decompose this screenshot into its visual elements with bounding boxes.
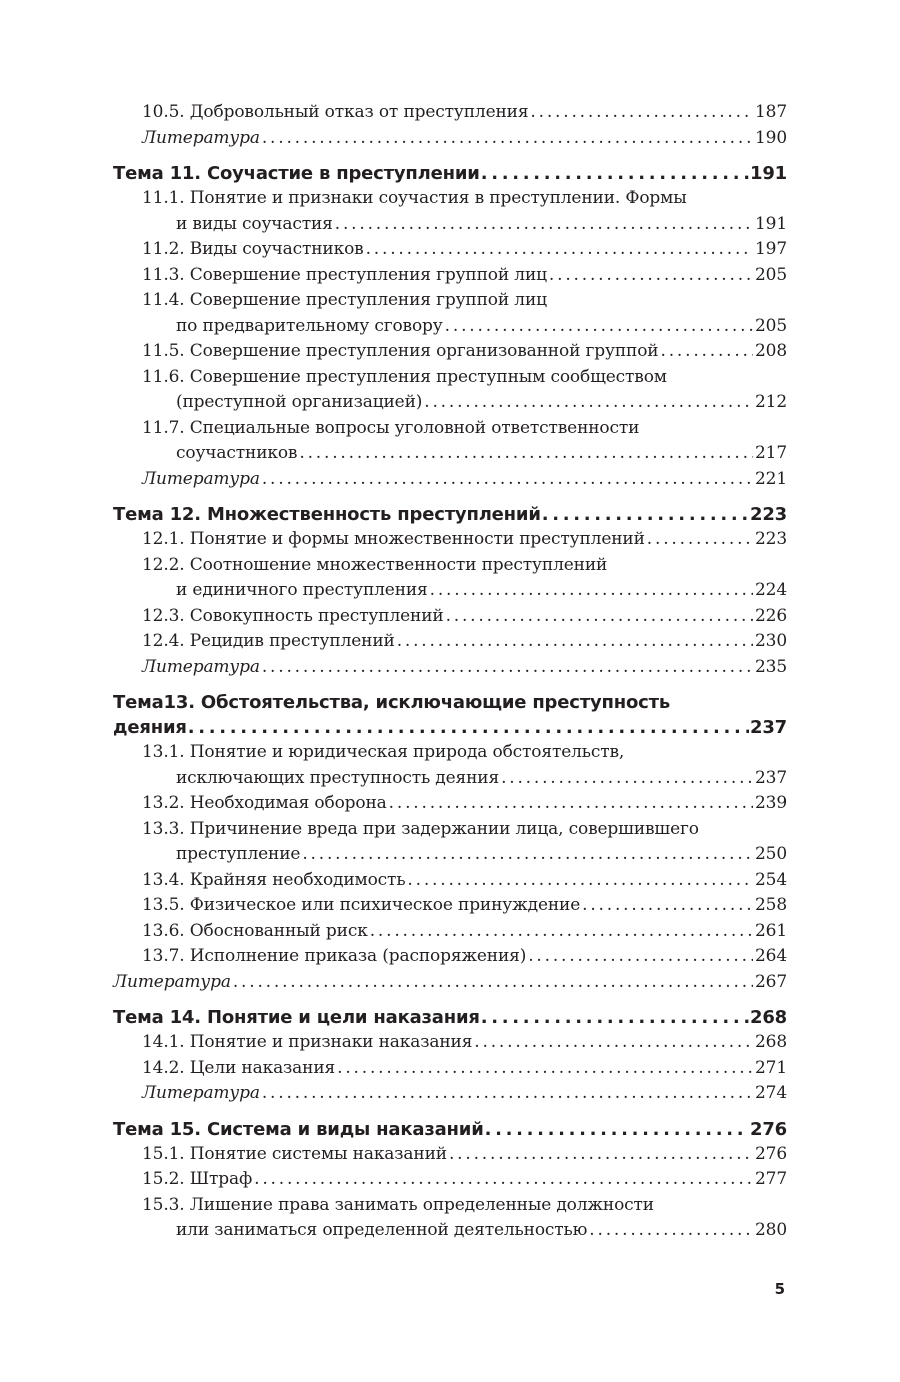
leader-dots <box>233 970 753 996</box>
leader-dots <box>481 161 749 186</box>
leader-dots <box>299 441 753 467</box>
entry-page: 197 <box>755 239 787 259</box>
toc-entry-13-2 <box>113 791 787 817</box>
entry-page: 205 <box>755 264 787 285</box>
topic-page: 276 <box>750 1118 787 1140</box>
entry-title-line2: соучастников <box>176 443 298 463</box>
entry-page: 190 <box>755 127 787 148</box>
toc-entry-13-1 <box>113 740 787 791</box>
toc-entry-11-4 <box>113 288 787 339</box>
entry-title: Литература <box>142 1083 260 1103</box>
topic-title: Тема 12. Множественность преступлений <box>113 504 541 525</box>
entry-page: 276 <box>755 1143 787 1164</box>
toc-entry-13-3 <box>113 817 787 868</box>
toc-topic-15 <box>113 1117 787 1142</box>
leader-dots <box>647 527 753 553</box>
entry-title-line1: 15.3. Лишение права занимать определенные должности <box>142 1194 654 1215</box>
toc-topic-14 <box>113 1005 787 1030</box>
leader-dots <box>262 1081 753 1107</box>
toc-topic-13 <box>113 715 787 740</box>
entry-title: 11.2. Виды соучастников <box>142 239 364 259</box>
entry-title-line2: или заниматься определенной деятельностью <box>176 1220 588 1240</box>
entry-page: 221 <box>755 468 787 489</box>
entry-title: 14.1. Понятие и признаки наказания <box>142 1032 473 1052</box>
toc-literature-11 <box>113 467 787 493</box>
toc-topic-13-line1: Тема13. Обстоятельства, исключающие преступность <box>113 692 671 713</box>
entry-title-line1: 12.2. Соотношение множественности преступлений <box>142 554 608 575</box>
leader-dots <box>445 314 753 340</box>
entry-page: 208 <box>755 341 787 361</box>
entry-page: 280 <box>755 1220 787 1240</box>
leader-dots <box>389 791 753 817</box>
entry-page: 254 <box>755 869 787 890</box>
entry-title: 13.5. Физическое или психическое принуждение <box>142 895 581 915</box>
leader-dots <box>366 237 753 263</box>
toc-entry-11-2 <box>113 237 787 263</box>
entry-title: 15.1. Понятие системы наказаний <box>142 1143 447 1164</box>
entry-page: 239 <box>755 793 787 813</box>
entry-title: 10.5. Добровольный отказ от преступления <box>142 102 529 122</box>
toc-entry-11-5 <box>113 339 787 365</box>
entry-title-line1: 13.1. Понятие и юридическая природа обстоятельств, <box>142 742 625 762</box>
leader-dots <box>474 1030 753 1056</box>
toc-entry-15-1 <box>113 1142 787 1168</box>
leader-dots <box>262 655 753 681</box>
toc-entry-12-4 <box>113 629 787 655</box>
entry-title: 13.2. Необходимая оборона <box>142 793 387 813</box>
topic-title: Тема 11. Соучастие в преступлении <box>113 163 480 184</box>
entry-page: 230 <box>755 631 787 651</box>
entry-title: Литература <box>142 127 260 148</box>
toc-entry-15-3 <box>113 1193 787 1244</box>
entry-title: 12.4. Рецидив преступлений <box>142 631 395 651</box>
leader-dots <box>530 100 753 126</box>
entry-page: 205 <box>755 315 787 336</box>
leader-dots <box>582 893 753 919</box>
topic-page: 237 <box>750 717 787 738</box>
toc-entry-12-1 <box>113 527 787 553</box>
entry-page: 191 <box>755 213 787 234</box>
toc-entry-12-3 <box>113 604 787 630</box>
entry-title: 13.4. Крайняя необходимость <box>142 869 406 890</box>
leader-dots <box>542 502 749 527</box>
topic-title: Тема 15. Система и виды наказаний <box>113 1118 484 1140</box>
entry-page: 226 <box>755 605 787 626</box>
toc-entry-10-5 <box>113 100 787 126</box>
leader-dots <box>549 263 753 289</box>
entry-title: 15.2. Штраф <box>142 1169 253 1189</box>
leader-dots <box>430 578 753 604</box>
leader-dots <box>528 944 753 970</box>
leader-dots <box>485 1117 749 1142</box>
entry-page: 224 <box>755 580 787 600</box>
toc-entry-14-1 <box>113 1030 787 1056</box>
entry-title: 13.7. Исполнение приказа (распоряжения) <box>142 946 527 966</box>
entry-page: 212 <box>755 392 787 412</box>
entry-page: 274 <box>755 1083 787 1103</box>
entry-page: 271 <box>755 1057 787 1078</box>
leader-dots <box>262 467 753 493</box>
topic-page: 223 <box>750 504 787 525</box>
leader-dots <box>589 1218 753 1244</box>
toc-entry-12-2 <box>113 553 787 604</box>
entry-title-line1: 13.3. Причинение вреда при задержании лица, совершившего <box>142 818 699 839</box>
toc-literature-14 <box>113 1081 787 1107</box>
entry-title-line2: по предварительному сговору <box>176 315 443 336</box>
entry-title: 13.6. Обоснованный риск <box>142 920 368 941</box>
toc-literature-12 <box>113 655 787 681</box>
entry-title-line1: 11.1. Понятие и признаки соучастия в преступлении. Формы <box>142 188 687 208</box>
leader-dots <box>337 1056 753 1082</box>
toc-entry-14-2 <box>113 1056 787 1082</box>
entry-title: Литература <box>113 971 231 992</box>
entry-title: 11.5. Совершение преступления организованной группой <box>142 341 659 361</box>
leader-dots <box>501 766 753 792</box>
entry-title: 14.2. Цели наказания <box>142 1057 336 1078</box>
page-number: 5 <box>774 1280 785 1298</box>
entry-title-line2: преступление <box>176 844 301 864</box>
table-of-contents <box>113 100 787 1244</box>
toc-entry-11-6 <box>113 365 787 416</box>
topic-page: 268 <box>750 1007 787 1028</box>
toc-topic-11 <box>113 161 787 186</box>
entry-title: 12.1. Понятие и формы множественности преступлений <box>142 529 645 549</box>
leader-dots <box>254 1167 753 1193</box>
topic-title: деяния <box>113 717 187 738</box>
entry-title-line2: и виды соучастия <box>176 213 333 234</box>
leader-dots <box>397 629 753 655</box>
entry-title-line2: исключающих преступность деяния <box>176 767 500 788</box>
entry-page: 258 <box>755 895 787 915</box>
leader-dots <box>481 1005 749 1030</box>
leader-dots <box>424 390 753 416</box>
leader-dots <box>660 339 753 365</box>
entry-page: 217 <box>755 443 787 463</box>
leader-dots <box>370 919 753 945</box>
entry-page: 268 <box>755 1032 787 1052</box>
leader-dots <box>188 715 749 740</box>
entry-page: 250 <box>755 844 787 864</box>
leader-dots <box>302 842 753 868</box>
entry-title: 12.3. Совокупность преступлений <box>142 605 444 626</box>
entry-page: 187 <box>755 102 787 122</box>
entry-title-line2: (преступной организацией) <box>176 392 423 412</box>
entry-page: 223 <box>755 529 787 549</box>
leader-dots <box>335 212 753 238</box>
entry-page: 235 <box>755 656 787 677</box>
leader-dots <box>446 604 753 630</box>
entry-title-line1: 11.7. Специальные вопросы уголовной ответственности <box>142 417 640 438</box>
entry-page: 264 <box>755 946 787 966</box>
entry-title-line2: и единичного преступления <box>176 580 428 600</box>
leader-dots <box>449 1142 753 1168</box>
entry-title: Литература <box>142 468 260 489</box>
toc-literature-10 <box>113 126 787 152</box>
entry-title-line1: 11.4. Совершение преступления группой лиц <box>142 290 547 310</box>
entry-title: Литература <box>142 656 260 677</box>
topic-title: Тема 14. Понятие и цели наказания <box>113 1007 480 1028</box>
toc-entry-11-7 <box>113 416 787 467</box>
toc-literature-13 <box>113 970 787 996</box>
entry-title-line1: 11.6. Совершение преступления преступным сообществом <box>142 366 667 387</box>
toc-entry-11-3 <box>113 263 787 289</box>
entry-page: 261 <box>755 920 787 941</box>
entry-page: 237 <box>755 767 787 788</box>
entry-title: 11.3. Совершение преступления группой лиц <box>142 264 547 285</box>
entry-page: 277 <box>755 1169 787 1189</box>
topic-page: 191 <box>750 163 787 184</box>
toc-entry-15-2 <box>113 1167 787 1193</box>
leader-dots <box>262 126 753 152</box>
toc-entry-13-5 <box>113 893 787 919</box>
leader-dots <box>407 868 753 894</box>
toc-entry-11-1 <box>113 186 787 237</box>
toc-entry-13-4 <box>113 868 787 894</box>
toc-entry-13-6 <box>113 919 787 945</box>
toc-topic-12 <box>113 502 787 527</box>
entry-page: 267 <box>755 971 787 992</box>
toc-entry-13-7 <box>113 944 787 970</box>
